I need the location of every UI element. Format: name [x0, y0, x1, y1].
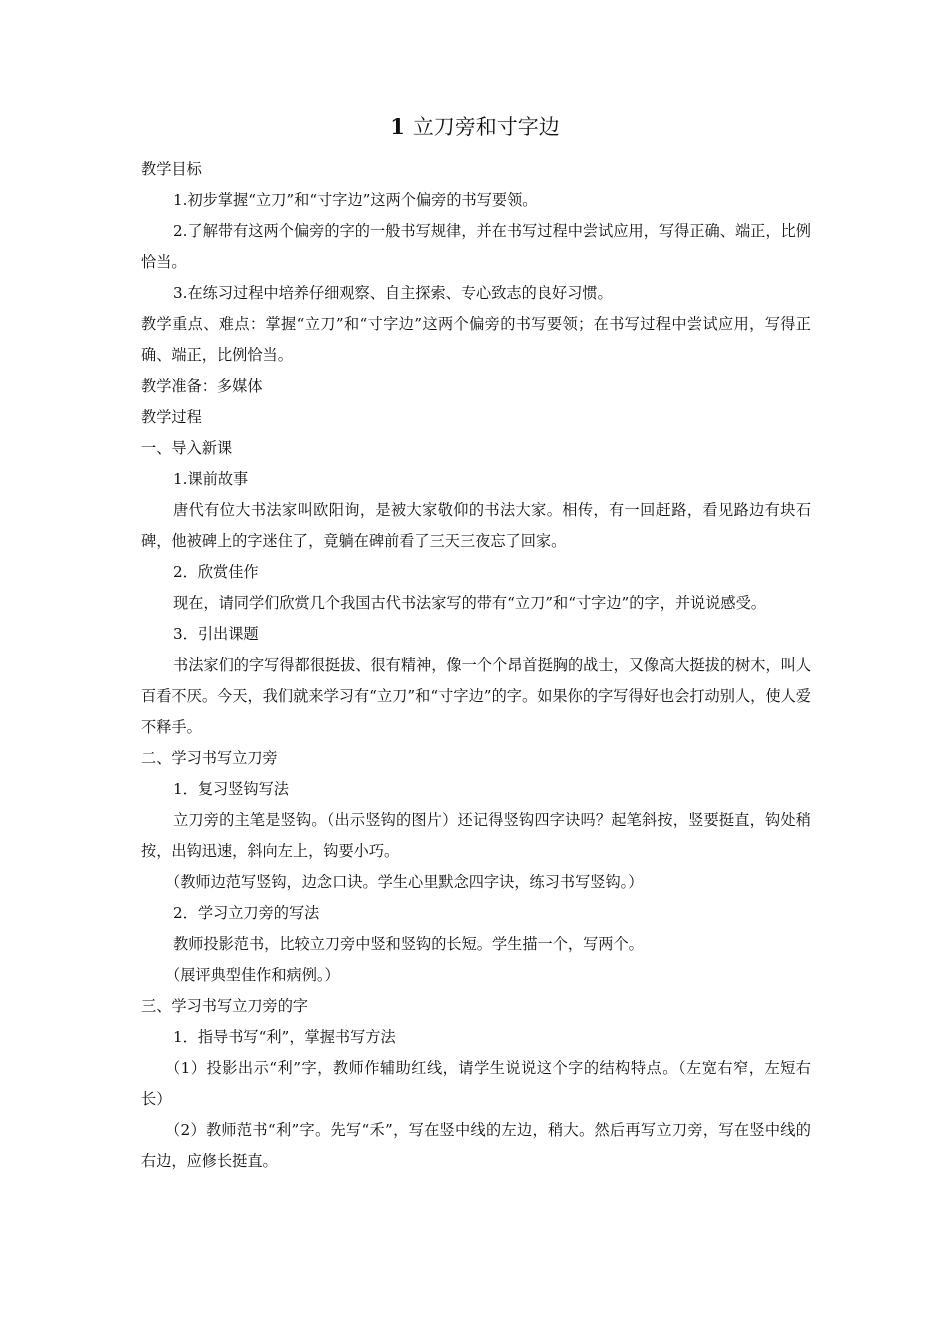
objective-item-3: 3.在练习过程中培养仔细观察、自主探索、专心致志的良好习惯。	[173, 284, 613, 302]
key-points-paragraph: 教学重点、难点：掌握“立刀”和“寸字边”这两个偏旁的书写要领；在书写过程中尝试应用，写得正确、端正，比例恰当。	[141, 315, 811, 364]
page-title	[0, 113, 950, 141]
preparation-paragraph: 教学准备：多媒体	[141, 377, 263, 395]
appreciate-paragraph: 现在，请同学们欣赏几个我国古代书法家写的带有“立刀”和“寸字边”的字，并说说感受。	[173, 594, 766, 612]
story-paragraph: 唐代有位大书法家叫欧阳询，是被大家敬仰的书法大家。相传，有一回赶路，看见路边有块石碑，他被碑上的字迷住了，竟躺在碑前看了三天三夜忘了回家。	[141, 501, 811, 550]
part-heading-3: 三、学习书写立刀旁的字	[141, 997, 309, 1015]
subheading-story: 1.课前故事	[173, 470, 249, 488]
lesson-number: 1	[390, 114, 405, 139]
topic-paragraph: 书法家们的字写得都很挺拔、很有精神，像一个个昂首挺胸的战士，又像高大挺拔的树木，叫人百看不厌。今天，我们就来学习有“立刀”和“寸字边”的字。如果你的字写得好也会打动别人，使人爱不释手。	[141, 656, 811, 736]
part-heading-2: 二、学习书写立刀旁	[141, 749, 278, 767]
subheading-review-stroke: 1．复习竖钩写法	[173, 780, 289, 798]
part-heading-1: 一、导入新课	[141, 439, 233, 457]
lesson-title-text: 立刀旁和寸字边	[412, 115, 560, 139]
objective-item-1: 1.初步掌握“立刀”和“寸字边”这两个偏旁的书写要领。	[173, 191, 538, 209]
section-heading-objectives: 教学目标	[141, 160, 202, 178]
review-stroke-paragraph: 立刀旁的主笔是竖钩。（出示竖钩的图片）还记得竖钩四字诀吗？起笔斜按，竖要挺直，钩处稍按，出钩迅速，斜向左上，钩要小巧。	[141, 811, 811, 860]
showcase-note: （展评典型佳作和病例。）	[165, 966, 340, 984]
subheading-learn-radical: 2．学习立刀旁的写法	[173, 904, 320, 922]
document-body	[141, 154, 811, 1177]
teacher-demo-note: （教师边范写竖钩，边念口诀。学生心里默念四字诀，练习书写竖钩。）	[165, 873, 644, 891]
guide-step-2: （2）教师范书“利”字。先写“禾”，写在竖中线的左边，稍大。然后再写立刀旁，写在竖中线的右边，应修长挺直。	[141, 1121, 811, 1170]
section-heading-process: 教学过程	[141, 408, 202, 426]
subheading-topic: 3．引出课题	[173, 625, 259, 643]
learn-radical-paragraph: 教师投影范书，比较立刀旁中竖和竖钩的长短。学生描一个，写两个。	[173, 935, 644, 953]
subheading-guide-li: 1．指导书写“利”，掌握书写方法	[173, 1028, 396, 1046]
objective-item-2: 2.了解带有这两个偏旁的字的一般书写规律，并在书写过程中尝试应用，写得正确、端正，比例恰当。	[141, 222, 811, 271]
guide-step-1: （1）投影出示“利”字，教师作辅助红线，请学生说说这个字的结构特点。（左宽右窄，左短右长）	[141, 1059, 811, 1108]
subheading-appreciate: 2．欣赏佳作	[173, 563, 259, 581]
